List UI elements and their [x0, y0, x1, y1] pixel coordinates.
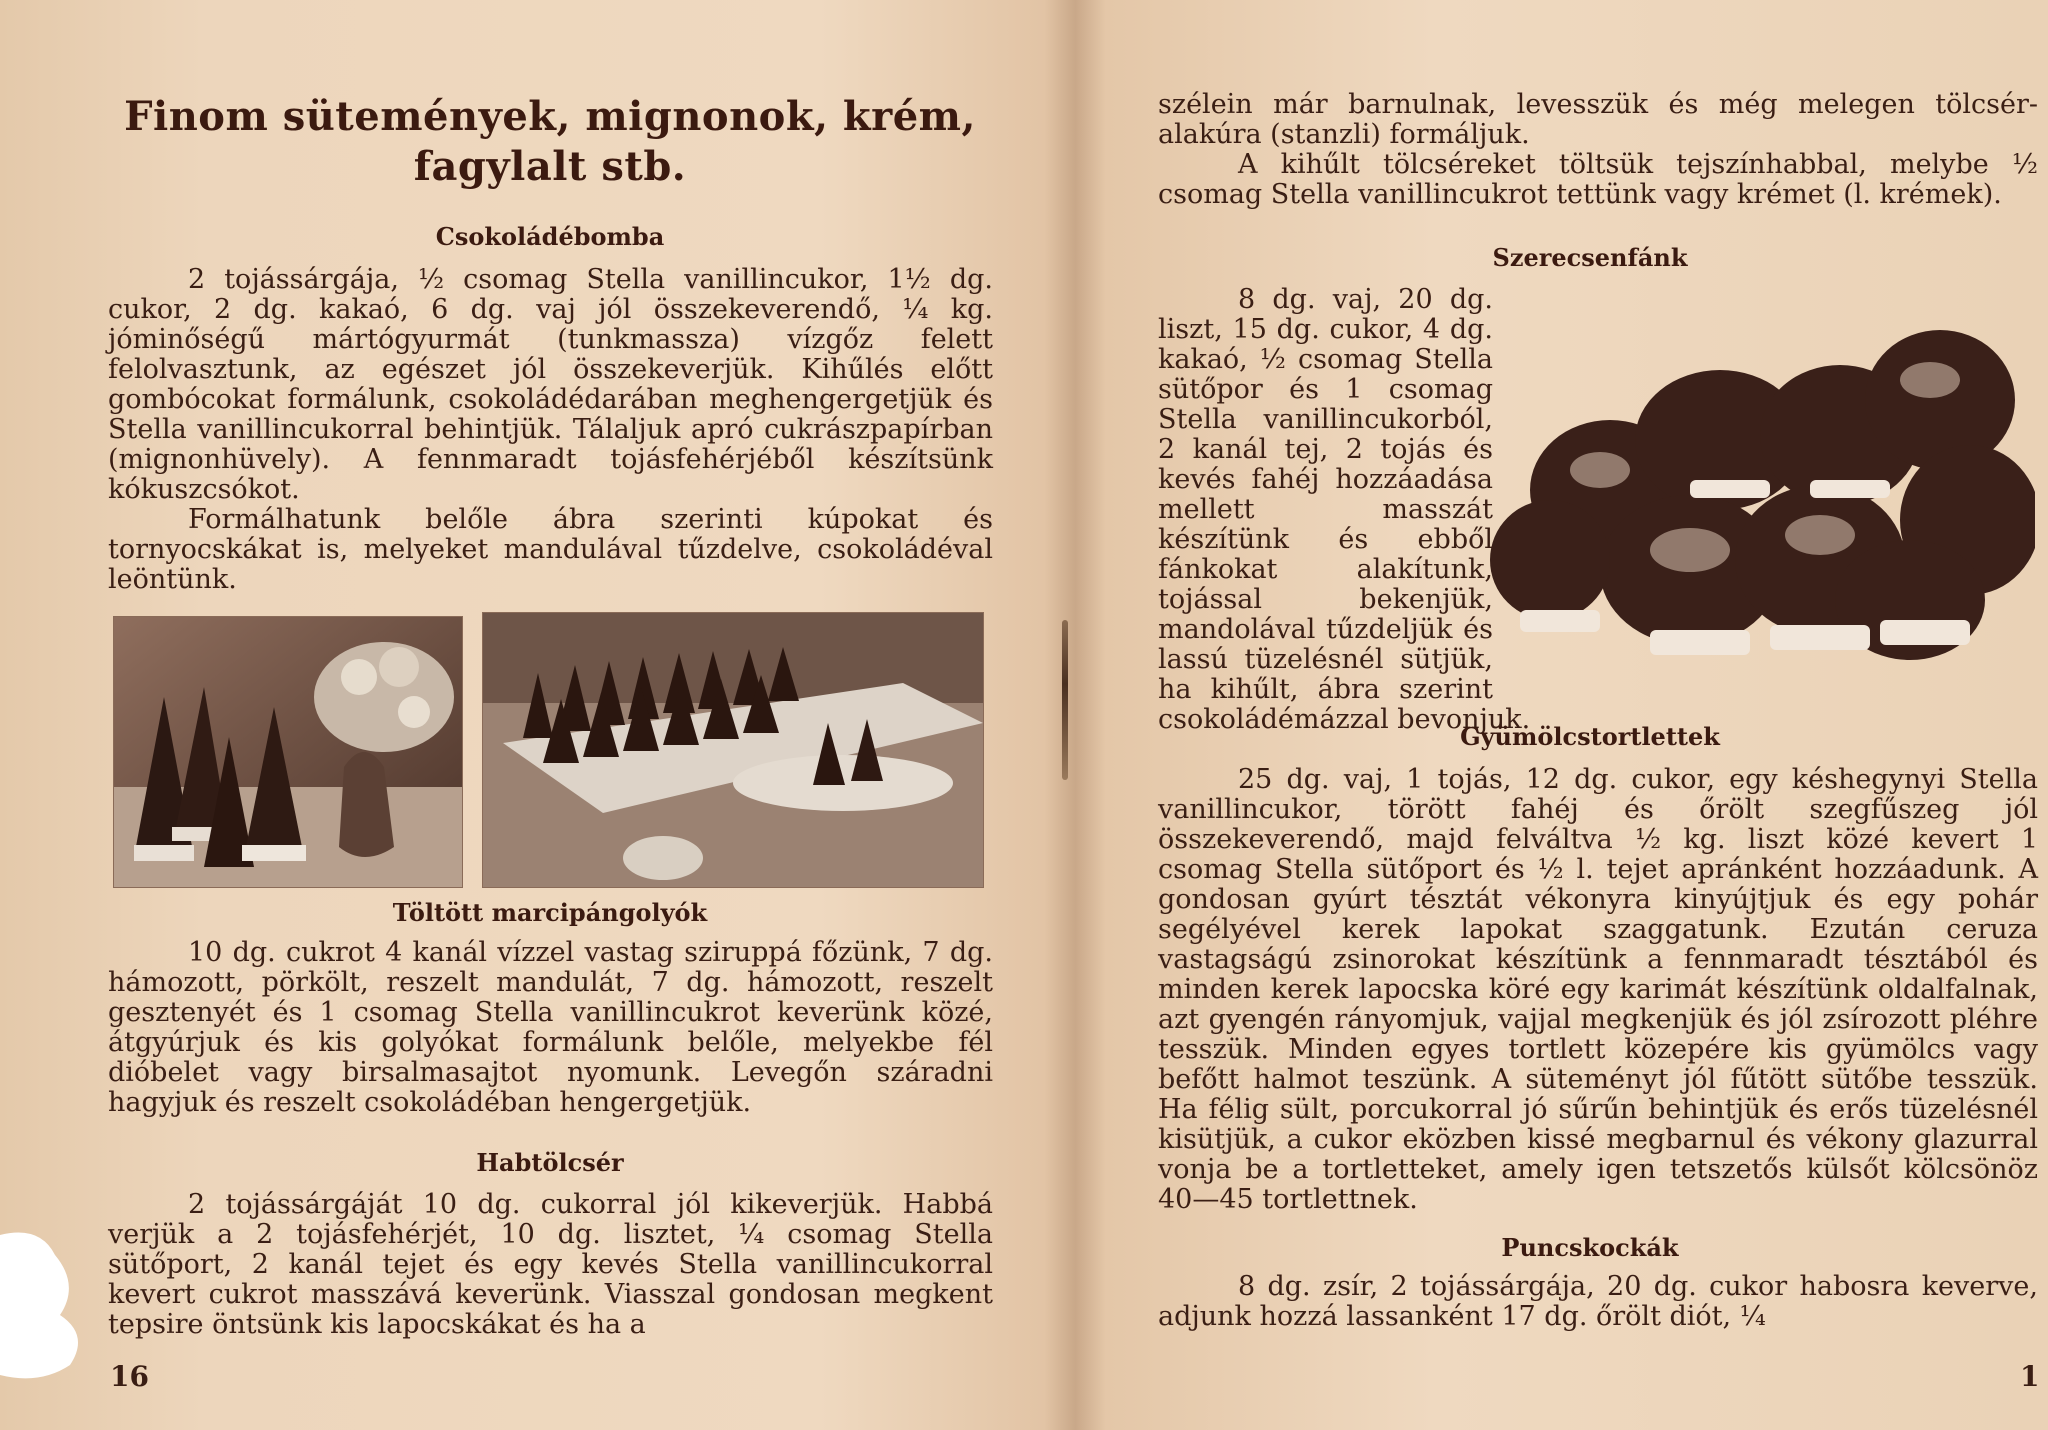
page-number-left: 16 — [110, 1360, 149, 1393]
page-number-right: 1 — [2020, 1360, 2040, 1393]
photo-float-spacer — [1493, 315, 2038, 685]
heading-habtolcser: Habtölcsér — [476, 1148, 624, 1177]
recipe-gyumolcstortlettek — [1158, 765, 2038, 1215]
paragraph: 8 dg. vaj, 20 dg. liszt, 15 dg. cukor, 4 dg. kakaó, ½ csomag Stella sütőpor és 1 csomag Stella vanillincukorból, 2 kanál tej, 2 tojás és kevés fahéj hozzáadása mellett masszát készítünk és ebből fánkokat alakítunk, tojással bekenjük, mandolával tűzdeljük és lassú tüzelésnél sütjük, ha kihűlt, ábra szerint csokoládémázzal bevonjuk. — [1158, 285, 2038, 735]
staple-binding — [1062, 620, 1068, 780]
heading-szerecsenfank: Szerecsenfánk — [1492, 243, 1688, 272]
paragraph: 25 dg. vaj, 1 tojás, 12 dg. cukor, egy késhegynyi Stella vanillincukor, törött fahéj és őrölt szegfűszeg jól összekeverendő, majd felváltva ½ kg. liszt közé kevert 1 csomag Stella sütőport és ½ l. tejet apránként hozzáadunk. A gondosan gyúrt tésztát vékonyra kinyújtjuk és egy pohár segélyével kerek lapokat szaggatunk. Ezután ceruza vastagságú zsinorokat készítünk a fennmaradt tésztából és minden kerek lapocska köré egy karimát készítünk oldalfalnak, azt gyengén rányomjuk, vajjal megkenjük és jól zsírozott pléhre tesszük. Minden egyes tortlett közepére kis gyümölcs vagy befőtt halmot teszünk. A süteményt jól fűtött sütőbe tesszük. Ha félig sült, porcukorral jó sűrűn behintjük és erős tüzelésnél kisütjük, a cukor eközben kissé megbarnul és vékony glazurral vonja be a tortletteket, amely igen tetszetős külsőt kölcsönöz 40—45 tortlettnek. — [1158, 764, 2038, 1215]
recipe-habtolcser — [108, 1190, 993, 1340]
recipe-habtolcser-continued — [1158, 90, 2038, 210]
photo-chocolate-cones — [113, 616, 463, 888]
paragraph: 10 dg. cukrot 4 kanál vízzel vastag sziruppá főzünk, 7 dg. hámozott, pörkölt, reszelt mandulát, 7 dg. hámozott, reszelt gesztenyét és 1 csomag Stella vanillincukrot keverünk közé, átgyúrjuk és kis golyókat formálunk belőle, melyekbe fél dióbelet vagy birsalmasajtot nyomunk. Levegőn száradni hagyjuk és reszelt csokoládéban hengergetjük. — [108, 937, 993, 1118]
heading-toltott-marcipangolyok: Töltött marcipángolyók — [392, 898, 708, 927]
paragraph: 8 dg. zsír, 2 tojássárgája, 20 dg. cukor habosra keverve, adjunk hozzá lassanként 17 dg. őrölt diót, ¼ — [1158, 1271, 2038, 1332]
recipe-puncskockak — [1158, 1272, 2038, 1332]
paragraph: 2 tojássárgáját 10 dg. cukorral jól kikeverjük. Habbá verjük a 2 tojásfehérjét, 10 dg. lisztet, ¼ csomag Stella sütőport, 2 kanál tejet és egy kevés Stella vanillincukorral kevert cukrot masszává keverünk. Viasszal gondosan megkent tepsire öntsünk kis lapocskákat és ha a — [108, 1189, 993, 1340]
paragraph: 2 tojássárgája, ½ csomag Stella vanillincukor, 1½ dg. cukor, 2 dg. kakaó, 6 dg. vaj jól összekeverendő, ¼ kg. jóminőségű mártógyurmát (tunkmassza) vízgőz felett felolvasztunk, az egészet jól összekeverjük. Kihűlés előtt gombócokat formálunk, csokoládédarában meghengergetjük és Stella vanillincukorral behintjük. Tálaljuk apró cukrászpapírban (mignonhüvely). A fennmaradt tojásfehérjéből készítsünk kókuszcsókot. — [108, 264, 993, 505]
heading-puncskockak: Puncskockák — [1501, 1233, 1679, 1262]
page-title: Finom sütemények, mignonok, krém, fagylalt stb. — [124, 93, 976, 190]
right-page — [1090, 0, 2048, 1430]
recipe-szerecsenfank — [1158, 285, 2038, 735]
paragraph: szélein már barnulnak, levesszük és még melegen tölcsér-alakúra (stanzli) formáljuk. — [1158, 89, 2038, 150]
heading-csokoladebomba: Csokoládébomba — [435, 222, 665, 251]
heading-gyumolcstortlettek: Gyümölcstortlettek — [1460, 722, 1720, 751]
recipe-csokoladebomba — [108, 265, 993, 595]
paragraph: Formálhatunk belőle ábra szerinti kúpokat és tornyocskákat is, melyeket mandulával tűzdelve, csokoládéval leöntünk. — [108, 504, 993, 595]
photo-chocolate-towers-tray — [482, 612, 984, 888]
recipe-toltott-marcipangolyok — [108, 938, 993, 1118]
paragraph: A kihűlt tölcséreket töltsük tejszínhabbal, melybe ½ csomag Stella vanillincukrot tettünk vagy krémet (l. krémek). — [1158, 149, 2038, 210]
torn-corner — [0, 1225, 110, 1385]
